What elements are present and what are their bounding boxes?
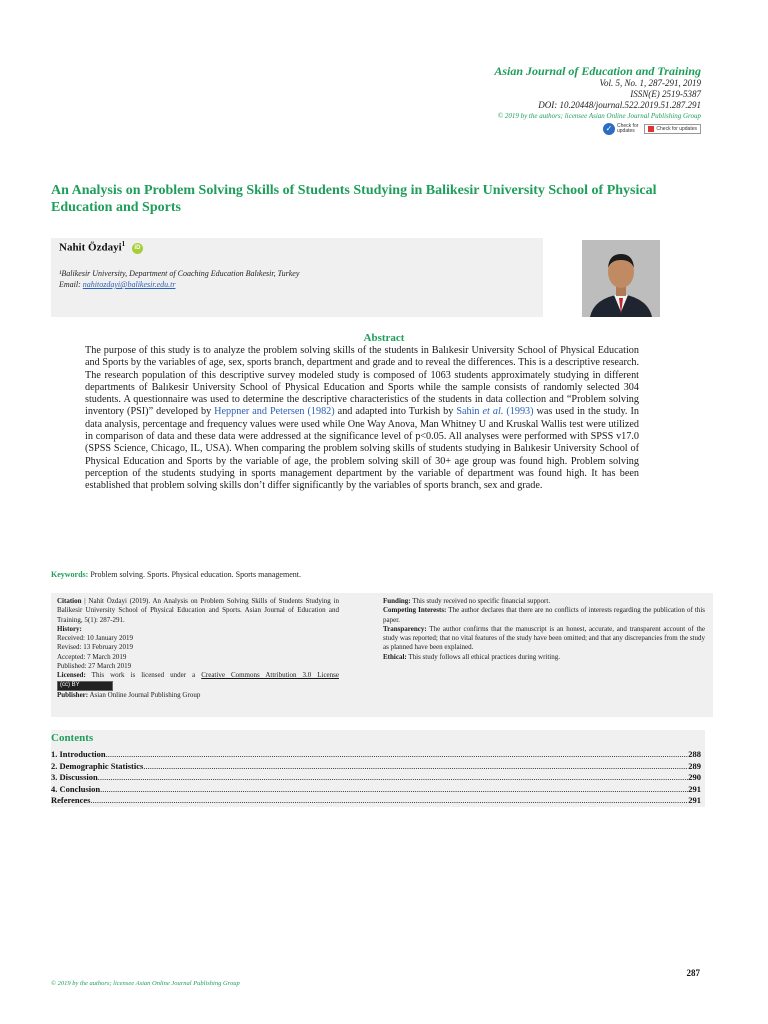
citation <box>57 597 339 625</box>
article-info-box <box>51 593 713 717</box>
toc-leader <box>100 784 688 796</box>
keywords-label: Keywords: <box>51 570 89 579</box>
toc-leader <box>143 761 688 773</box>
licensed-text: This work is licensed under a <box>85 671 202 680</box>
author-box <box>51 238 543 317</box>
toc-item-label: References <box>51 795 91 805</box>
toc-item-demographic-statistics[interactable] <box>51 761 701 773</box>
abstract-text-3: was used in the study. In data analysis, percentage and frequency values were used while One Way Anova, Man Whitney U and Kruskal Wallis test were utilized in comparison of data and these data were addressed at the significance level of p<0.05. All analyses were performed with SPSS v17.0 (SPSS Science, Chicago, IL, USA). When comparing the problem solving skills of students studying in Balıkesir University School of Physical Education and Sports by the variable of age, the problem solving skill of 30+ age group was found high. Problem solving perception of the students studying in sports management department by the variable of department was found high. It has been established that problem solving skills don’t differ significantly by the variables of sports branch, sex and grade. <box>85 406 639 492</box>
competing-label: Competing Interests: <box>383 606 447 615</box>
journal-header <box>341 64 701 121</box>
check-updates-icon <box>648 126 654 132</box>
author-affiliation: ¹Balikesir University, Department of Coaching Education Balıkesir, Turkey <box>59 269 300 278</box>
toc-item-references[interactable] <box>51 795 701 807</box>
toc-item-discussion[interactable] <box>51 772 701 784</box>
orcid-icon[interactable]: iD <box>132 243 143 254</box>
toc-item-label: 2. Demographic Statistics <box>51 760 144 771</box>
transparency-text: The author confirms that the manuscript is an honest, accurate, and transparent account of the study was reported; that no vital features of the study have been omitted; and that any discrepancies from the study as planned have been explained. <box>383 624 705 652</box>
footer-copyright: © 2019 by the authors; licensee Asian Online Journal Publishing Group <box>51 980 240 987</box>
author-photo <box>582 240 660 317</box>
reference-link-heppner[interactable]: Heppner and Petersen (1982) <box>214 406 335 418</box>
toc-item-page: 291 <box>688 783 701 794</box>
license-link[interactable]: Creative Commons Attribution 3.0 License <box>201 671 339 680</box>
publisher <box>57 691 339 700</box>
toc-leader <box>98 772 688 784</box>
reference-sahin-name: Sahin <box>456 406 483 418</box>
abstract-heading: Abstract <box>363 332 405 344</box>
journal-title[interactable]: Asian Journal of Education and Training <box>494 64 701 78</box>
received-date: Received: 10 January 2019 <box>57 634 134 643</box>
check-updates-label: Check for updates <box>656 126 697 132</box>
article-info-right <box>383 597 705 662</box>
journal-doi[interactable]: DOI: 10.20448/journal.522.2019.51.287.291 <box>538 100 701 110</box>
abstract-body <box>85 345 639 493</box>
contents-title: Contents <box>51 732 94 744</box>
toc-item-page: 291 <box>688 795 701 805</box>
crossmark-icon: ✓ <box>603 123 615 135</box>
funding-label: Funding: <box>383 597 411 605</box>
toc-item-page: 290 <box>688 772 701 782</box>
cc-by-badge-icon[interactable] <box>57 681 113 691</box>
reference-sahin-etal: et al. <box>482 406 504 418</box>
reference-sahin-year: (1993) <box>503 406 534 418</box>
crossmark-line2: updates <box>617 128 635 134</box>
citation-text: | Nahit Özdayi (2019). An Analysis on Problem Solving Skills of Students Studying in Balikesir University School of Physical Education and Sports. Asian Journal of Education and Training, 5(1): 287-291. <box>57 597 339 624</box>
keywords-text: Problem solving. Sports. Physical education. Sports management. <box>90 570 301 579</box>
history-label <box>57 625 339 634</box>
abstract-text-1: The purpose of this study is to analyze the problem solving skills of the students in Balıkesir University School of Physical Education and Sports by the variables of age, sex, sports branch, department and grade and to reveal the differences. This is a descriptive research. The research population of this descriptive survey modeled study is composed of 1063 students approximately studying in different departments of Balıkesir University School of Physical Education and Sports while the sample consists of randomly selected 304 students. A questionnaire was used to determine the descriptive characteristics of the students in data collection and “Problem solving inventory (PSI)” developed by <box>85 345 639 418</box>
reference-link-sahin[interactable] <box>456 406 533 417</box>
toc-item-label: 3. Discussion <box>51 772 98 782</box>
competing-interests <box>383 606 705 625</box>
email-link[interactable]: nahitozdayi@balikesir.edu.tr <box>82 280 176 289</box>
article-info-left <box>57 597 339 700</box>
transparency-label: Transparency: <box>383 624 427 633</box>
crossmark-badge[interactable] <box>603 123 638 135</box>
update-badges <box>603 123 701 135</box>
crossmark-line1: Check for <box>617 123 639 129</box>
published-date: Published: 27 March 2019 <box>57 662 132 671</box>
page-number: 287 <box>686 968 700 978</box>
email-label: Email: <box>59 280 81 289</box>
citation-label: Citation <box>57 597 82 605</box>
paper-title: An Analysis on Problem Solving Skills of Students Studying in Balikesir University School of Physical Education and Sports <box>51 183 657 215</box>
keywords <box>51 570 711 579</box>
history-label-text: History: <box>57 624 82 633</box>
journal-volume: Vol. 5, No. 1, 287-291, 2019 <box>599 78 701 88</box>
toc-item-conclusion[interactable] <box>51 784 701 796</box>
publisher-text: Asian Online Journal Publishing Group <box>88 690 201 699</box>
contents-box <box>51 730 705 807</box>
author-email-line <box>59 280 175 289</box>
ethical-label: Ethical: <box>383 652 407 661</box>
ethical <box>383 653 705 662</box>
toc-item-label: 1. Introduction <box>51 749 106 759</box>
license <box>57 671 339 690</box>
journal-copyright: © 2019 by the authors; licensee Asian Online Journal Publishing Group <box>497 112 701 120</box>
competing-text: The author declares that there are no conflicts of interests regarding the publication of this paper. <box>383 606 705 624</box>
toc-item-page: 289 <box>688 760 701 771</box>
check-updates-badge[interactable] <box>644 124 701 134</box>
toc-leader <box>91 795 689 807</box>
revised-date: Revised: 13 February 2019 <box>57 643 134 652</box>
funding-text: This study received no specific financial support. <box>410 597 551 605</box>
toc-item-page: 288 <box>688 749 701 759</box>
author-name-text: Nahit Özdayi <box>59 241 122 254</box>
journal-issn: ISSN(E) 2519-5387 <box>630 89 701 99</box>
transparency <box>383 625 705 653</box>
funding <box>383 597 705 606</box>
toc-item-introduction[interactable] <box>51 749 701 761</box>
author-photo-illustration <box>582 240 660 317</box>
ethical-text: This study follows all ethical practices during writing. <box>406 652 560 661</box>
author-superscript: 1 <box>121 240 126 248</box>
toc-item-label: 4. Conclusion <box>51 783 101 794</box>
licensed-label: Licensed: <box>57 671 86 680</box>
accepted-date: Accepted: 7 March 2019 <box>57 652 127 661</box>
cc-badge-text: (cc) BY <box>60 681 80 688</box>
publisher-label: Publisher: <box>57 690 89 699</box>
table-of-contents <box>51 749 701 807</box>
toc-leader <box>106 749 689 761</box>
author-name <box>59 240 143 254</box>
abstract-text-2: and adapted into Turkish by <box>334 406 457 418</box>
